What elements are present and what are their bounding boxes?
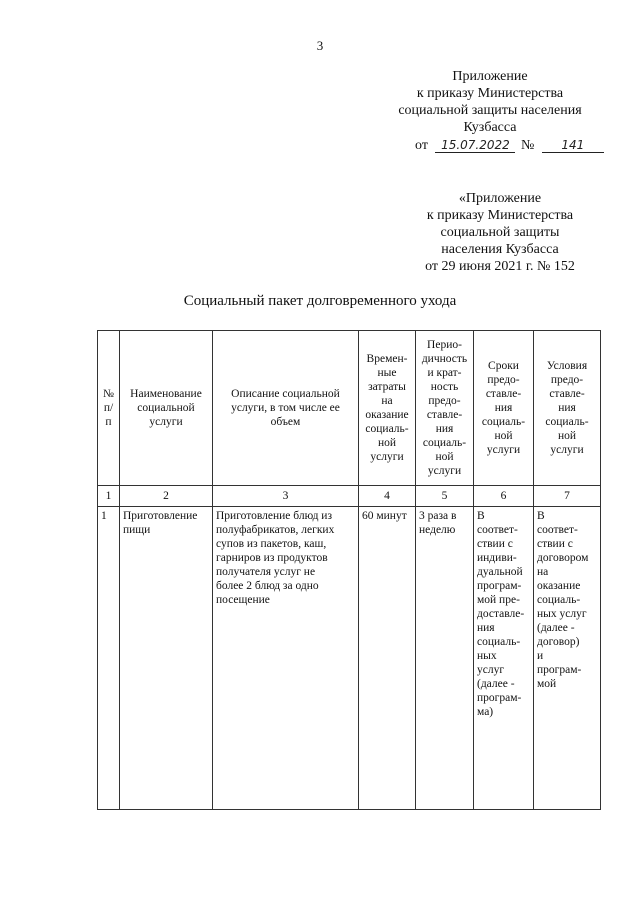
header-cell: Перио- дичность и крат- ность предо- ставле- ния социаль- ной услуги [416,331,474,486]
time-cell: 60 минут [359,507,416,810]
header-cell: Времен- ные затраты на оказание социаль- ной услуги [359,331,416,486]
column-number: 4 [359,486,416,507]
appendix-old-line: «Приложение [458,191,542,206]
appendix-old-line: к приказу Министерства [426,208,574,223]
appendix-line: социальной защиты населения [398,103,582,118]
column-number: 6 [474,486,534,507]
column-number: 7 [534,486,601,507]
column-number: 1 [98,486,120,507]
appendix-old-line: социальной защиты [440,225,560,240]
column-number: 5 [416,486,474,507]
header-cell: Условия предо- ставле- ния социаль- ной услуги [534,331,601,486]
document-title: Социальный пакет долговременного ухода [183,293,457,309]
order-date-handwritten: 15.07.2022 [435,138,515,153]
appendix-line: Кузбасса [463,120,517,135]
appendix-header [390,68,590,136]
ot-label: от [415,138,428,153]
table-row [98,507,601,810]
page-number: 3 [316,38,324,53]
appendix-line: Приложение [452,69,528,84]
table-header-row [98,331,601,486]
column-number: 2 [120,486,213,507]
header-cell: Описание социальной услуги, в том числе ее объем [213,331,359,486]
appendix-old-line: населения Кузбасса [441,242,559,257]
column-number: 3 [213,486,359,507]
terms-cell: В соответ- ствии с индиви- дуальной програм- мой пре- доставле- ния социаль- ных услуг (далее - програм- ма) [474,507,534,810]
number-sign: № [520,138,535,153]
order-number-handwritten: 141 [542,138,604,153]
conditions-cell: В соответ- ствии с договором на оказание социаль- ных услуг (далее - договор) и програм- мой [534,507,601,810]
row-number-cell: 1 [98,507,120,810]
social-package-table [97,330,601,810]
service-name-cell: Приготовление пищи [120,507,213,810]
appendix-old-line: от 29 июня 2021 г. № 152 [425,259,575,274]
order-date-number [415,138,615,156]
service-description-cell: Приготовление блюд из полуфабрикатов, легких супов из пакетов, каш, гарниров из продуктов получателя услуг не более 2 блюд за одно посещение [213,507,359,810]
frequency-cell: 3 раза в неделю [416,507,474,810]
header-cell: № п/п [98,331,120,486]
header-cell: Наименование социальной услуги [120,331,213,486]
header-cell: Сроки предо- ставле- ния социаль- ной услуги [474,331,534,486]
appendix-line: к приказу Министерства [416,86,564,101]
column-number-row [98,486,601,507]
appendix-old-header [405,190,595,275]
